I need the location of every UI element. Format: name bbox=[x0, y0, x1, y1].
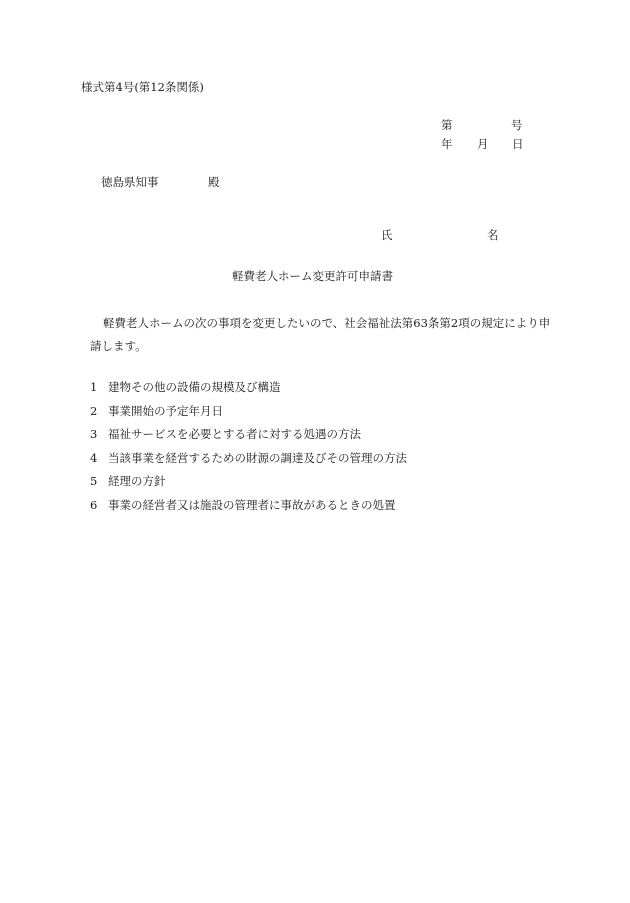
list-item bbox=[90, 429, 407, 453]
item-text: 福祉サービスを必要とする者に対する処遇の方法 bbox=[108, 427, 361, 441]
item-number: 1 bbox=[90, 380, 98, 394]
applicant-name-label-second: 名 bbox=[487, 228, 499, 242]
addressee-honorific: 殿 bbox=[208, 175, 220, 189]
list-item bbox=[90, 497, 407, 524]
item-number: 3 bbox=[90, 427, 98, 441]
body-text-line-1: 軽費老人ホームの次の事項を変更したいので、社会福祉法第63条第2項の規定により申 bbox=[103, 316, 551, 330]
item-text: 経理の方針 bbox=[108, 474, 166, 488]
date-year-label: 年 bbox=[441, 137, 453, 151]
body-text-line-2: 請します。 bbox=[90, 339, 147, 353]
item-text: 当該事業を経営するための財源の調達及びその管理の方法 bbox=[108, 450, 407, 465]
item-number: 6 bbox=[90, 497, 98, 512]
applicant-name-label-first: 氏 bbox=[381, 228, 393, 242]
list-item bbox=[90, 476, 407, 500]
form-number: 様式第4号(第12条関係) bbox=[81, 80, 204, 94]
item-text: 建物その他の設備の規模及び構造 bbox=[108, 380, 281, 394]
document-number-suffix: 号 bbox=[511, 118, 523, 132]
addressee-name: 徳島県知事 bbox=[101, 175, 159, 189]
document-number-prefix: 第 bbox=[441, 118, 453, 132]
list-item bbox=[90, 450, 407, 477]
date-month-label: 月 bbox=[477, 137, 489, 151]
item-number: 4 bbox=[90, 450, 98, 465]
document-title: 軽費老人ホーム変更許可申請書 bbox=[232, 269, 393, 283]
item-list bbox=[90, 382, 407, 523]
item-text: 事業の経営者又は施設の管理者に事故があるときの処置 bbox=[108, 497, 396, 512]
list-item bbox=[90, 403, 407, 430]
item-number: 5 bbox=[90, 474, 98, 488]
date-day-label: 日 bbox=[512, 137, 524, 151]
list-item bbox=[90, 382, 407, 406]
item-text: 事業開始の予定年月日 bbox=[108, 403, 223, 418]
item-number: 2 bbox=[90, 403, 98, 418]
